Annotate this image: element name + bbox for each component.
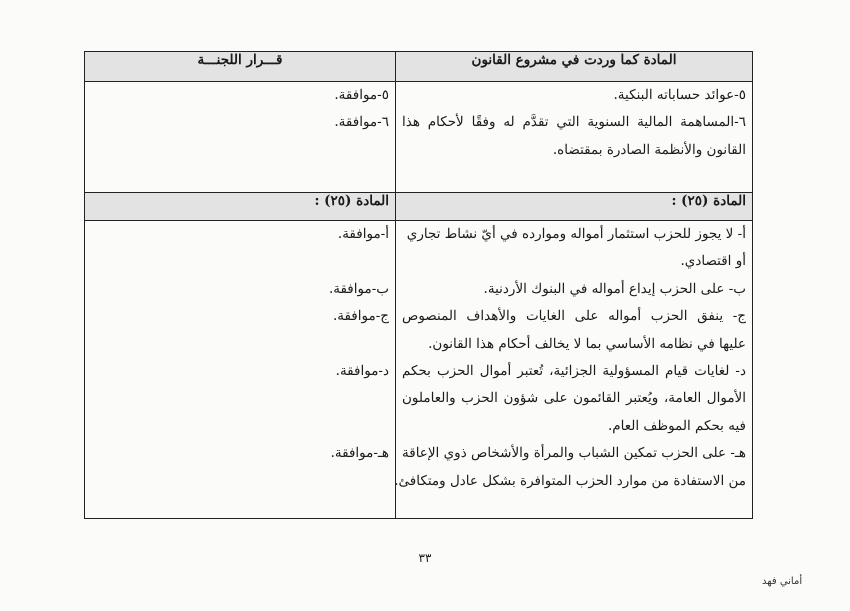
table-header-row [85, 52, 753, 82]
law-comparison-table [84, 51, 753, 519]
table-row [85, 82, 753, 193]
law-line: الأموال العامة، ويُعتبر القائمون على شؤون الحزب والعاملون [402, 390, 746, 407]
decision-line: ب-موافقة. [328, 280, 389, 297]
decision-line: ج-موافقة. [332, 308, 389, 325]
law-line: من الاستفادة من موارد الحزب المتوافرة بشكل عادل ومتكافئ. [394, 472, 746, 489]
law-line: ٦-المساهمة المالية السنوية التي تقدَّم له وفقًا لأحكام هذا [402, 114, 746, 131]
law-text-cell [396, 221, 753, 519]
law-line: هـ- على الحزب تمكين الشباب والمرأة والأشخاص ذوي الإعاقة [402, 445, 746, 462]
law-text-cell [396, 82, 753, 193]
signature: أماني فهد [762, 576, 803, 587]
law-line: أ- لا يجوز للحزب استثمار أمواله وموارده في أيّ نشاط تجاري [406, 226, 746, 242]
decision-cell [85, 221, 396, 519]
decision-line: ٦-موافقة. [334, 114, 389, 131]
decision-cell [85, 82, 396, 193]
page-number: ٣٣ [418, 551, 432, 565]
law-line: ٥-عوائد حساباته البنكية. [613, 87, 746, 103]
decision-line: أ-موافقة. [337, 226, 389, 242]
article-heading-law: المادة (٢٥) : [396, 193, 753, 221]
table-row [85, 221, 753, 519]
law-line: ج- ينفق الحزب أمواله على الغايات والأهداف المنصوص [402, 308, 746, 325]
law-line: القانون والأنظمة الصادرة بمقتضاه. [552, 141, 746, 158]
law-line: د- لغايات قيام المسؤولية الجزائية، تُعتبر أموال الحزب بحكم [402, 363, 746, 380]
header-law-article: المادة كما وردت في مشروع القانون [396, 52, 753, 82]
article-heading-decision: المادة (٢٥) : [85, 193, 396, 221]
decision-line: هـ-موافقة. [330, 445, 389, 462]
article-heading-row [85, 193, 753, 221]
header-committee-decision: قـــرار اللجنـــة [85, 52, 396, 82]
law-line: ب- على الحزب إيداع أمواله في البنوك الأردنية. [483, 280, 746, 297]
law-line: فيه بحكم الموظف العام. [607, 417, 746, 434]
decision-line: د-موافقة. [335, 363, 389, 379]
law-line: أو اقتصادي. [680, 253, 746, 270]
law-line: عليها في نظامه الأساسي بما لا يخالف أحكام هذا القانون. [428, 335, 746, 352]
decision-line: ٥-موافقة. [334, 87, 389, 103]
